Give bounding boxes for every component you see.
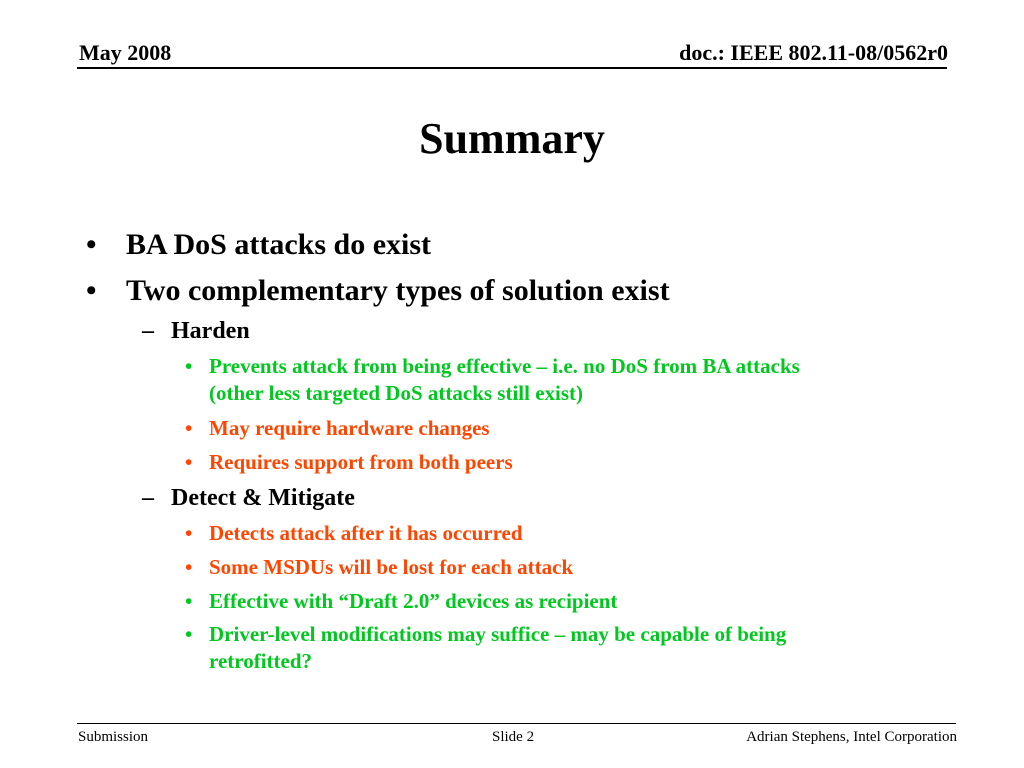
bullet-marker: • xyxy=(185,555,193,579)
detail-text: Effective with “Draft 2.0” devices as recipient xyxy=(209,589,618,613)
footer-submission: Submission xyxy=(78,729,149,745)
dash-marker: – xyxy=(142,485,154,511)
bullet-marker: • xyxy=(86,274,97,307)
bullet-text: BA DoS attacks do exist xyxy=(126,228,432,261)
sub-bullet-item xyxy=(142,317,250,345)
footer-author: Adrian Stephens, Intel Corporation xyxy=(746,729,957,745)
detail-text: Driver-level modifications may suffice – may be capable of being xyxy=(209,622,787,646)
header-date: May 2008 xyxy=(79,40,172,65)
bullet-marker: • xyxy=(185,416,193,440)
detail-text: May require hardware changes xyxy=(209,416,490,440)
bullet-marker: • xyxy=(86,228,97,261)
detail-item xyxy=(185,449,513,476)
bullet-marker: • xyxy=(185,450,193,474)
detail-item xyxy=(185,520,523,547)
sub-bullet-item xyxy=(142,484,355,512)
bullet-marker: • xyxy=(185,589,193,613)
detail-item xyxy=(185,415,490,442)
bullet-marker: • xyxy=(185,521,193,545)
dash-marker: – xyxy=(142,318,154,344)
detail-item xyxy=(185,621,786,675)
bullet-text: Two complementary types of solution exist xyxy=(126,274,670,307)
detail-text: Some MSDUs will be lost for each attack xyxy=(209,555,574,579)
bullet-marker: • xyxy=(185,354,193,378)
detail-text-continued: retrofitted? xyxy=(209,649,313,673)
detail-item xyxy=(185,588,617,615)
header-doc-id: doc.: IEEE 802.11-08/0562r0 xyxy=(679,40,948,65)
footer-divider xyxy=(77,723,956,724)
slide-title: Summary xyxy=(419,114,605,163)
detail-text: Requires support from both peers xyxy=(209,450,513,474)
bullet-marker: • xyxy=(185,622,193,646)
sub-bullet-text: Detect & Mitigate xyxy=(171,485,355,511)
detail-item xyxy=(185,353,800,407)
detail-text: Prevents attack from being effective – i.e. no DoS from BA attacks xyxy=(209,354,800,378)
detail-item xyxy=(185,554,573,581)
sub-bullet-text: Harden xyxy=(171,318,250,344)
bullet-item xyxy=(86,228,431,262)
detail-text-continued: (other less targeted DoS attacks still exist) xyxy=(209,381,584,405)
bullet-item xyxy=(86,274,670,308)
footer-slide-number: Slide 2 xyxy=(492,729,535,745)
detail-text: Detects attack after it has occurred xyxy=(209,521,523,545)
